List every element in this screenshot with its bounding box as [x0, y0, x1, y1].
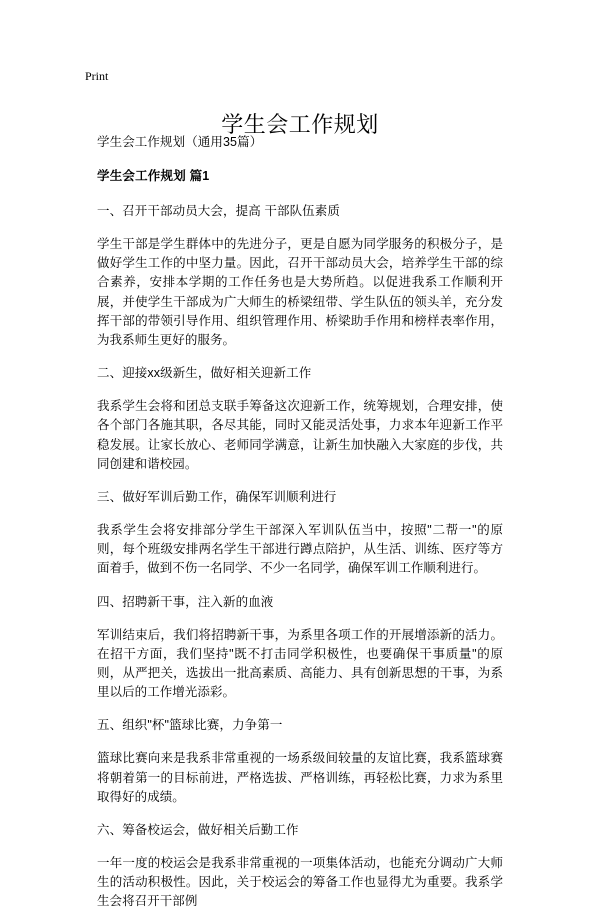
section-paragraph-5: 篮球比赛向来是我系非常重视的一场系级间较量的友谊比赛，我系篮球赛将朝着第一的目标前进，严格选拔、严格训练，再轻松比赛，力求为系里取得好的成绩。	[97, 751, 503, 804]
section-paragraph-3: 我系学生会将安排部分学生干部深入军训队伍当中，按照"二帮一"的原则，每个班级安排两名学生干部进行蹲点陪护，从生活、训练、医疗等方面着手，做到不伤一名同学、不少一名同学，确保军训工作顺利进行。	[97, 523, 503, 576]
section-paragraph-1: 学生干部是学生群体中的先进分子，更是自愿为同学服务的积极分子，是做好学生工作的中坚力量。因此，召开干部动员大会，培养学生干部的综合素养，安排本学期的工作任务也是大势所趋。以促进我系工作顺利开展，并使学生干部成为广大师生的桥梁纽带、学生队伍的领头羊，充分发挥干部的带领引导作用、组织管理作用、桥梁助手作用和榜样表率作用，为我系师生更好的服务。	[97, 237, 503, 348]
section-heading-5: 五、组织"杯"篮球比赛，力争第一	[97, 718, 283, 733]
section-heading-4: 四、招聘新干事，注入新的血液	[97, 594, 274, 609]
page-title: 学生会工作规划	[221, 111, 379, 137]
section-heading-1: 一、召开干部动员大会，提高 干部队伍素质	[97, 204, 340, 218]
section-paragraph-4: 军训结束后，我们将招聘新干事，为系里各项工作的开展增添新的活力。在招干方面，我们坚持"既不打击同学积极性，也要确保干事质量"的原则，从严把关，选拔出一批高素质、高能力、具有创新思想的干事，为系里以后的工作增光添彩。	[97, 627, 503, 700]
print-link[interactable]: Print	[85, 69, 109, 83]
document-subtitle: 学生会工作规划（通用35篇）	[97, 135, 263, 149]
piece-heading: 学生会工作规划 篇1	[97, 169, 210, 183]
section-heading-6: 六、筹备校运会，做好相关后勤工作	[97, 823, 299, 838]
section-paragraph-2: 我系学生会将和团总支联手筹备这次迎新工作，统筹规划，合理安排，使各个部门各施其职，各尽其能，同时又能灵活处事，力求本年迎新工作平稳发展。让家长放心、老师同学满意，让新生加快融入大家庭的步伐，共同创建和谐校园。	[97, 399, 503, 471]
section-heading-2: 二、迎接xx级新生，做好相关迎新工作	[97, 366, 312, 381]
section-heading-3: 三、做好军训后勤工作，确保军训顺利进行	[97, 490, 337, 505]
print-row	[85, 69, 108, 83]
section-paragraph-6: 一年一度的校运会是我系非常重视的一项集体活动，也能充分调动广大师生的活动积极性。因此，关于校运会的筹备工作也显得尤为重要。我系学生会将召开干部例	[97, 856, 503, 909]
document-body	[97, 133, 503, 912]
